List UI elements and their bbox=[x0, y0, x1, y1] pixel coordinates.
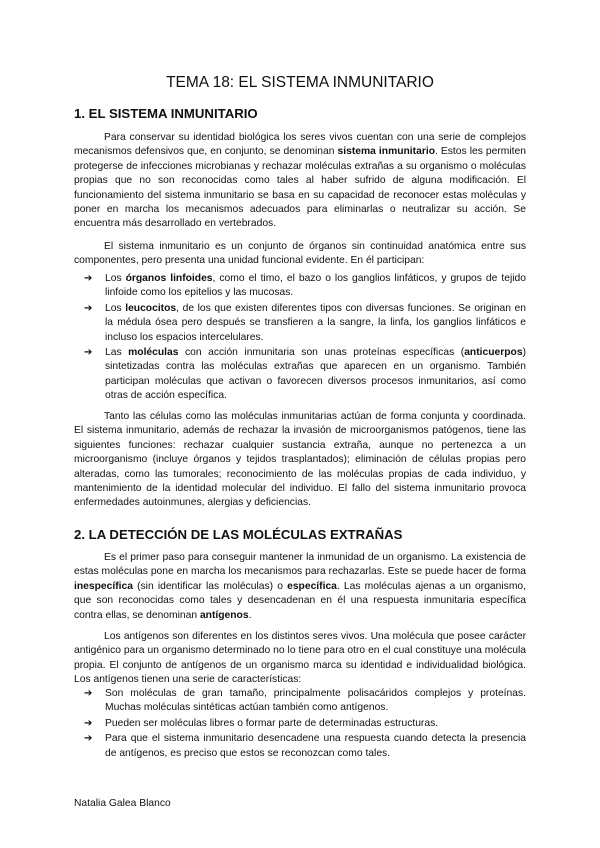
text-run: Los bbox=[105, 273, 126, 284]
list-item bbox=[74, 302, 526, 345]
section-2-paragraph-2: Los antígenos son diferentes en los distintos seres vivos. Una molécula que posee carácter antigénico para un organismo determinado no lo tiene para otro en el cual constituye una molécula propia. El conjunto de antígenos de un organismo marca su identidad e individualidad biológica. Los antígenos tienen una serie de características: bbox=[74, 631, 526, 686]
author-footer: Natalia Galea Blanco bbox=[74, 798, 171, 809]
section-1-paragraph-2: El sistema inmunitario es un conjunto de órganos sin continuidad anatómica entre sus componentes, pero presenta una unidad funcional evidente. En él participan: bbox=[74, 241, 526, 267]
arrow-bullet-icon: ➔ bbox=[84, 717, 93, 729]
bold-term: moléculas bbox=[128, 347, 179, 359]
text-run: Los bbox=[105, 302, 126, 314]
section-2-heading: 2. LA DETECCIÓN DE LAS MOLÉCULAS EXTRAÑAS bbox=[74, 527, 403, 542]
arrow-bullet-icon: ➔ bbox=[84, 347, 93, 359]
bold-term: leucocitos bbox=[125, 302, 177, 314]
bold-term: antígenos bbox=[199, 609, 249, 621]
text-run: ) sintetizadas contra las moléculas extrañas que aparecen en un organismo. También participan moléculas que activan o favorecen diversos procesos inmunitarios, así como otras de acción específica. bbox=[105, 347, 526, 402]
text-run: (sin identificar las moléculas) o bbox=[132, 580, 288, 592]
text-run: con acción inmunitaria son unas proteínas específicas ( bbox=[178, 347, 465, 359]
text-run: Es el primer paso para conseguir mantener la inmunidad de un organismo. La existencia de estas moléculas pone en marcha los mecanismos para rechazarlas. Este se puede hacer de forma bbox=[74, 552, 526, 578]
list-item bbox=[74, 732, 526, 761]
list-item bbox=[74, 346, 526, 404]
text-run: . Estos les permiten protegerse de infecciones microbianas y rechazar moléculas extrañas a su organismo o moléculas propias que no son reconocidas como tales al haber sufrido de alguna modificación. El funcionamiento del sistema inmunitario se basa en su capacidad de reconocer estas moléculas y poner en marcha los mecanismos adecuados para eliminarlas o neutralizar su acción. Se encuentra más desarrollado en vertebrados. bbox=[74, 146, 526, 230]
section-1-heading: 1. EL SISTEMA INMUNITARIO bbox=[74, 106, 258, 121]
section-1-list bbox=[74, 272, 526, 405]
arrow-bullet-icon: ➔ bbox=[84, 273, 93, 284]
text-run: Son moléculas de gran tamaño, principalmente polisacáridos complejos y proteínas. Muchas moléculas sintéticas actúan también como antígenos. bbox=[105, 688, 526, 714]
list-item bbox=[74, 687, 526, 716]
bold-term: sistema inmunitario bbox=[337, 146, 435, 158]
arrow-bullet-icon: ➔ bbox=[84, 733, 93, 745]
text-run: , como el timo, el bazo o los ganglios linfáticos, y grupos de tejido linfoide como los epitelios y las mucosas. bbox=[105, 273, 526, 299]
text-run: Pueden ser moléculas libres o formar parte de determinadas estructuras. bbox=[105, 717, 439, 729]
arrow-bullet-icon: ➔ bbox=[84, 688, 93, 699]
page-title: TEMA 18: EL SISTEMA INMUNITARIO bbox=[166, 74, 434, 91]
bold-term: inespecífica bbox=[74, 580, 133, 592]
bold-term: específica bbox=[287, 580, 337, 592]
list-item bbox=[74, 717, 526, 731]
text-run: Para conservar su identidad biológica los seres vivos cuentan con una serie de complejos mecanismos defensivos que, en conjunto, se denominan bbox=[74, 132, 526, 158]
section-1-paragraph-1 bbox=[74, 131, 526, 232]
arrow-bullet-icon: ➔ bbox=[84, 302, 93, 314]
section-1-paragraph-3: Tanto las células como las moléculas inmunitarias actúan de forma conjunta y coordinada. El sistema inmunitario, además de rechazar la invasión de microorganismos patógenos, tiene las siguientes funciones: rechazar cualquier sustancia extraña, aunque no pertenezca a un microorganismo (incluye órganos y tejidos trasplantados); eliminación de células propias pero alteradas, como las tumorales; reconocimiento de las moléculas propias de cada individuo, y mantenimiento de la identidad molecular del individuo. El fallo del sistema inmunitario provoca enfermedades autoinmunes, alergias y deficiencias. bbox=[74, 411, 526, 509]
section-2-paragraph-1 bbox=[74, 551, 526, 623]
text-run: , de los que existen diferentes tipos con diversas funciones. Se originan en la médula ósea pero después se transfieren a la sangre, la linfa, los ganglios linfáticos e incluso los espacios intercelulares. bbox=[105, 302, 527, 343]
text-run: . bbox=[248, 609, 252, 621]
bold-term: órganos linfoides bbox=[125, 273, 213, 284]
bold-term: anticuerpos bbox=[464, 347, 523, 359]
text-run: Las bbox=[105, 347, 129, 359]
text-run: . Las moléculas ajenas a un organismo, que son reconocidas como tales y desencadenan en él una respuesta inmunitaria específica contra ellas, se denominan bbox=[74, 580, 526, 621]
section-2-list bbox=[74, 687, 526, 762]
text-run: Para que el sistema inmunitario desencadene una respuesta cuando detecta la presencia de antígenos, es preciso que estos se reconozcan como tales. bbox=[105, 733, 526, 759]
list-item bbox=[74, 272, 526, 301]
